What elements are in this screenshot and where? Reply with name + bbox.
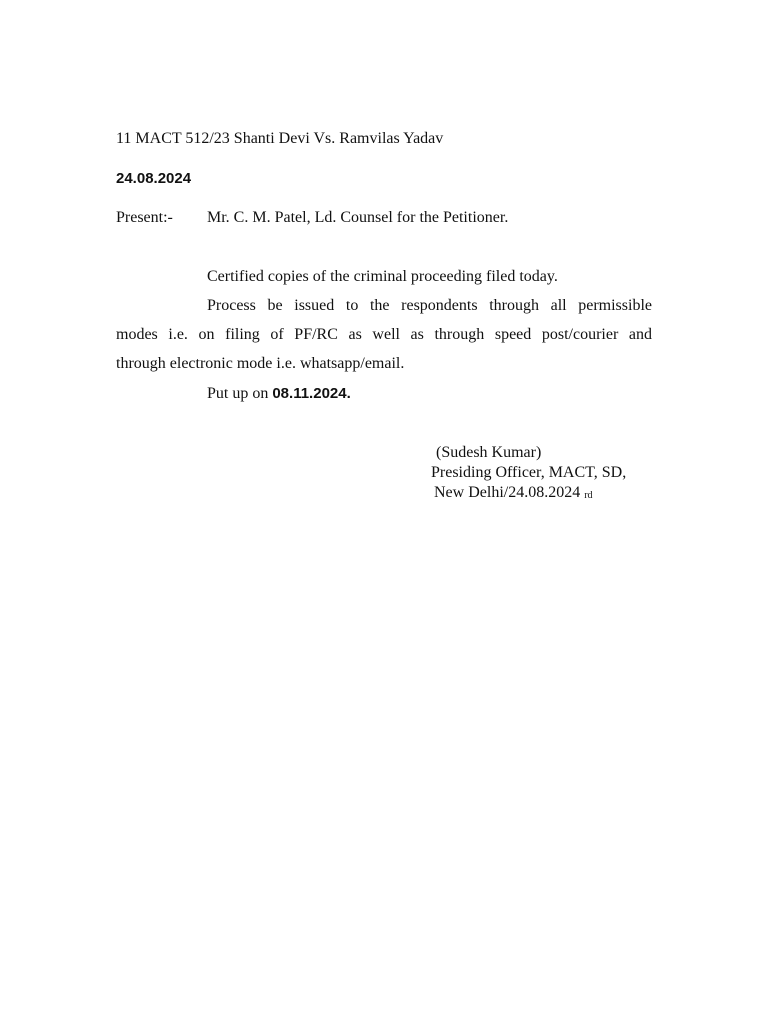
order-line-process: Process be issued to the respondents through all permissible — [207, 297, 652, 314]
case-header: 11 MACT 512/23 Shanti Devi Vs. Ramvilas Yadav — [116, 130, 444, 147]
order-line-putup — [207, 384, 351, 404]
present-text: Mr. C. M. Patel, Ld. Counsel for the Petitioner. — [207, 209, 509, 226]
signature-designation: Presiding Officer, MACT, SD, — [431, 464, 627, 481]
putup-prefix: Put up on — [207, 385, 273, 402]
order-line-certified-copies: Certified copies of the criminal proceeding filed today. — [207, 268, 558, 285]
order-line-electronic: through electronic mode i.e. whatsapp/email. — [116, 355, 405, 372]
signature-place-date: New Delhi/24.08.2024 — [434, 484, 581, 501]
signature-place-date-line — [434, 483, 593, 506]
order-line-modes: modes i.e. on filing of PF/RC as well as through speed post/courier and — [116, 326, 652, 343]
signature-initials: rd — [584, 490, 593, 501]
order-date: 24.08.2024 — [116, 170, 192, 187]
signature-name: (Sudesh Kumar) — [436, 444, 542, 461]
present-label: Present:- — [116, 209, 173, 226]
putup-date: 08.11.2024. — [272, 385, 351, 402]
